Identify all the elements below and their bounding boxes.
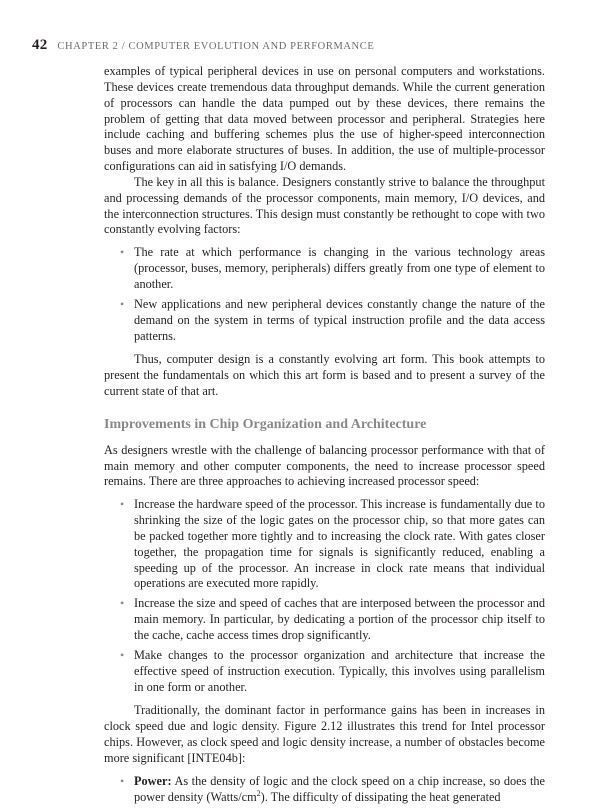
bullet-icon: • xyxy=(120,647,125,662)
list-item xyxy=(104,497,545,592)
evolving-factors-list xyxy=(104,245,545,344)
paragraph-balance: The key in all this is balance. Designers constantly strive to balance the throughput and processing demands of the processor components, main memory, I/O devices, and the interconnection structures. This design must constantly be rethought to cope with two constantly evolving factors: xyxy=(104,174,545,237)
list-item-text: Make changes to the processor organization and architecture that increase the effective speed of instruction execution. Typically, this involves using parallelism in one form or another. xyxy=(134,647,545,694)
list-item-text: As the density of logic and the clock speed on a chip increase, so does the power density (Watts/cm xyxy=(134,773,545,804)
list-item-term: Power: xyxy=(134,773,172,788)
paragraph-obstacles: Traditionally, the dominant factor in performance gains has been in increases in clock speed due and logic density. Figure 2.12 illustrates this trend for Intel processor chips. However, as clock speed and logic density increase, a number of obstacles become more significant [INTE04b]: xyxy=(104,703,545,765)
bullet-icon: • xyxy=(120,497,125,512)
paragraph-art-form: Thus, computer design is a constantly evolving art form. This book attempts to present the fundamentals on which this art form is based and to present a survey of the current state of that art. xyxy=(104,352,545,399)
superscript: 2 xyxy=(256,788,261,798)
running-head xyxy=(32,36,552,54)
bullet-icon: • xyxy=(120,596,125,611)
bullet-icon: • xyxy=(120,245,125,260)
list-item xyxy=(104,596,545,644)
page-number: 42 xyxy=(32,37,48,53)
list-item xyxy=(104,648,545,696)
bullet-icon: • xyxy=(120,773,125,788)
list-item xyxy=(104,297,545,345)
list-item-text: New applications and new peripheral devices constantly change the nature of the demand on the system in terms of typical instruction profile and the data access patterns. xyxy=(134,296,545,343)
list-item xyxy=(104,774,545,806)
list-item-text: The rate at which performance is changing in the various technology areas (processor, buses, memory, peripherals) differs greatly from one type of element to another. xyxy=(134,245,545,291)
obstacles-list xyxy=(104,774,545,806)
list-item-text: ). The difficulty of dissipating the heat generated xyxy=(260,789,501,804)
section-heading: Improvements in Chip Organization and Architecture xyxy=(104,416,427,432)
chapter-title: CHAPTER 2 / COMPUTER EVOLUTION AND PERFORMANCE xyxy=(57,41,375,52)
bullet-icon: • xyxy=(120,296,125,311)
list-item-text: Increase the size and speed of caches that are interposed between the processor and main memory. In particular, by dedicating a portion of the processor chip itself to the cache, cache access times drop significantly. xyxy=(134,596,545,642)
paragraph-approaches: As designers wrestle with the challenge of balancing processor performance with that of main memory and other computer components, the need to increase processor speed remains. There are three approaches to achieving increased processor speed: xyxy=(104,442,545,489)
speed-approaches-list xyxy=(104,497,545,695)
list-item-text: Increase the hardware speed of the processor. This increase is fundamentally due to shrinking the size of the logic gates on the processor chip, so that more gates can be packed together more tightly and to increasing the clock rate. With gates closer together, the propagation time for signals is significantly reduced, enabling a speeding up of the processor. An increase in clock rate means that individual operations are executed more rapidly. xyxy=(134,497,545,591)
body-text xyxy=(104,64,545,809)
list-item xyxy=(104,245,545,293)
paragraph-continued: examples of typical peripheral devices in use on personal computers and workstations. These devices create tremendous data throughput demands. While the current generation of processors can handle the data pumped out by these devices, there remains the problem of getting that data moved between processor and peripheral. Strategies here include caching and buffering schemes plus the use of higher-speed interconnection buses and more elaborate structures of buses. In addition, the use of multiple-processor configurations can aid in satisfying I/O demands. xyxy=(104,64,545,174)
